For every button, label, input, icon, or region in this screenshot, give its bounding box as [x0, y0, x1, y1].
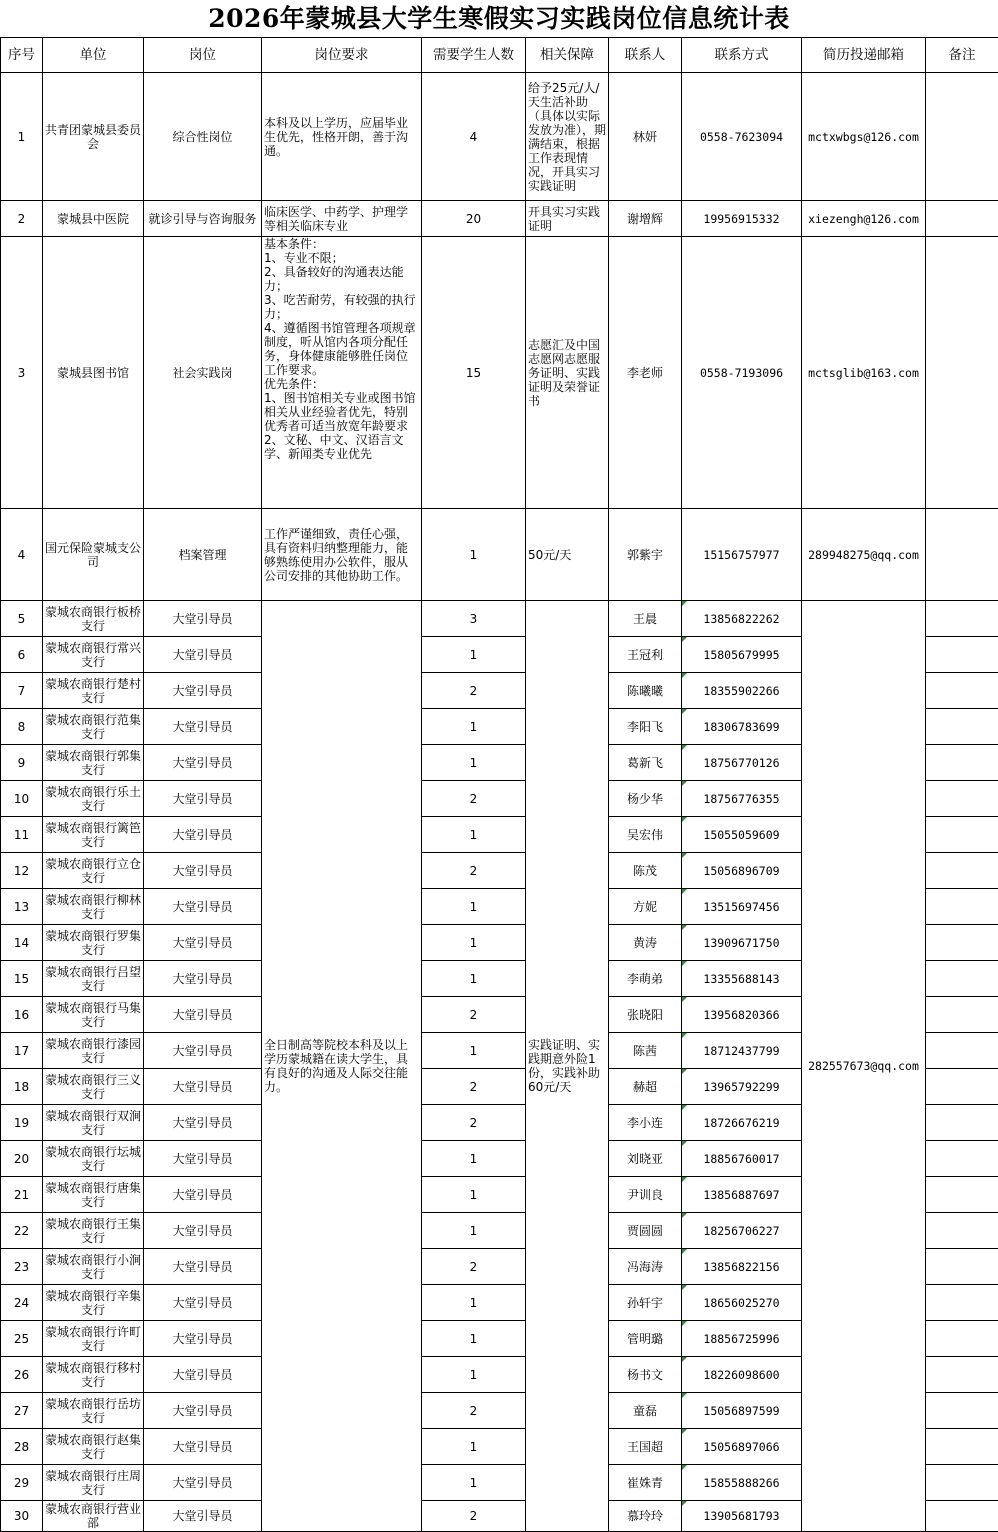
row-unit: 蒙城农商银行双涧支行 — [43, 1105, 144, 1141]
table-row — [1, 509, 998, 601]
row-post: 大堂引导员 — [144, 925, 262, 961]
row-phone: 18256706227 — [682, 1213, 802, 1249]
row-unit: 蒙城农商银行王集支行 — [43, 1213, 144, 1249]
row-note — [926, 889, 998, 925]
row-no: 16 — [1, 997, 43, 1033]
row-note — [926, 1069, 998, 1105]
row-phone: 15056896709 — [682, 853, 802, 889]
row-unit: 蒙城农商银行漆园支行 — [43, 1033, 144, 1069]
row-unit: 蒙城农商银行柳林支行 — [43, 889, 144, 925]
row-note — [926, 73, 998, 201]
row-post: 大堂引导员 — [144, 1177, 262, 1213]
header-requirement: 岗位要求 — [262, 38, 422, 73]
header-note: 备注 — [926, 38, 998, 73]
row-unit: 蒙城农商银行庄周支行 — [43, 1465, 144, 1501]
row-note — [926, 1141, 998, 1177]
row-count: 2 — [422, 673, 526, 709]
row-note — [926, 781, 998, 817]
row-phone: 18756776355 — [682, 781, 802, 817]
row-count: 1 — [422, 1033, 526, 1069]
row-email: 289948275@qq.com — [802, 509, 926, 601]
row-unit: 蒙城农商银行吕望支行 — [43, 961, 144, 997]
row-post: 大堂引导员 — [144, 781, 262, 817]
row-phone: 18355902266 — [682, 673, 802, 709]
row-post: 大堂引导员 — [144, 1393, 262, 1429]
row-count: 20 — [422, 201, 526, 237]
row-count: 1 — [422, 1429, 526, 1465]
row-guarantee: 50元/天 — [526, 509, 609, 601]
row-phone: 13905681793 — [682, 1501, 802, 1532]
row-post: 大堂引导员 — [144, 1033, 262, 1069]
row-note — [926, 1105, 998, 1141]
row-post: 大堂引导员 — [144, 1321, 262, 1357]
row-phone: 15156757977 — [682, 509, 802, 601]
row-count: 1 — [422, 745, 526, 781]
row-post: 大堂引导员 — [144, 961, 262, 997]
row-unit: 蒙城农商银行小涧支行 — [43, 1249, 144, 1285]
row-post: 大堂引导员 — [144, 1357, 262, 1393]
row-phone: 19956915332 — [682, 201, 802, 237]
row-unit: 蒙城农商银行赵集支行 — [43, 1429, 144, 1465]
header-row — [1, 38, 998, 73]
row-post: 大堂引导员 — [144, 1429, 262, 1465]
row-count: 1 — [422, 889, 526, 925]
row-count: 2 — [422, 1501, 526, 1532]
row-phone: 18656025270 — [682, 1285, 802, 1321]
row-note — [926, 925, 998, 961]
position-table — [0, 37, 998, 1532]
row-phone: 18726676219 — [682, 1105, 802, 1141]
row-contact: 贾圆圆 — [609, 1213, 682, 1249]
row-no: 29 — [1, 1465, 43, 1501]
row-contact: 陈曦曦 — [609, 673, 682, 709]
table-row — [1, 201, 998, 237]
row-contact: 管明璐 — [609, 1321, 682, 1357]
row-post: 大堂引导员 — [144, 1213, 262, 1249]
row-note — [926, 1357, 998, 1393]
row-note — [926, 673, 998, 709]
row-requirement: 工作严谨细致，责任心强，具有资料归纳整理能力，能够熟练使用办公软件，服从公司安排的其他协助工作。 — [262, 509, 422, 601]
row-count: 1 — [422, 509, 526, 601]
row-contact: 吴宏伟 — [609, 817, 682, 853]
row-post: 大堂引导员 — [144, 745, 262, 781]
row-no: 15 — [1, 961, 43, 997]
row-post: 综合性岗位 — [144, 73, 262, 201]
row-unit: 蒙城农商银行楚村支行 — [43, 673, 144, 709]
header-phone: 联系方式 — [682, 38, 802, 73]
row-count: 1 — [422, 817, 526, 853]
row-note — [926, 601, 998, 637]
row-count: 1 — [422, 637, 526, 673]
row-phone: 15055059609 — [682, 817, 802, 853]
row-no: 1 — [1, 73, 43, 201]
row-unit: 蒙城农商银行营业部 — [43, 1501, 144, 1532]
row-note — [926, 961, 998, 997]
row-post: 大堂引导员 — [144, 1141, 262, 1177]
row-unit: 蒙城农商银行岳坊支行 — [43, 1393, 144, 1429]
row-post: 大堂引导员 — [144, 1069, 262, 1105]
row-contact: 赫超 — [609, 1069, 682, 1105]
row-no: 5 — [1, 601, 43, 637]
row-no: 11 — [1, 817, 43, 853]
row-contact: 方妮 — [609, 889, 682, 925]
row-note — [926, 709, 998, 745]
row-note — [926, 1393, 998, 1429]
row-contact: 王国超 — [609, 1429, 682, 1465]
row-no: 24 — [1, 1285, 43, 1321]
row-contact: 张晓阳 — [609, 997, 682, 1033]
row-count: 1 — [422, 1177, 526, 1213]
table-row — [1, 73, 998, 201]
row-unit: 蒙城农商银行板桥支行 — [43, 601, 144, 637]
row-phone: 13965792299 — [682, 1069, 802, 1105]
row-note — [926, 1177, 998, 1213]
row-count: 1 — [422, 961, 526, 997]
row-contact: 杨书文 — [609, 1357, 682, 1393]
row-contact: 杨少华 — [609, 781, 682, 817]
row-count: 2 — [422, 1105, 526, 1141]
row-email: xiezengh@126.com — [802, 201, 926, 237]
row-post: 大堂引导员 — [144, 997, 262, 1033]
row-email: mctsglib@163.com — [802, 237, 926, 509]
row-contact: 李阳飞 — [609, 709, 682, 745]
row-count: 1 — [422, 1321, 526, 1357]
row-phone: 18856725996 — [682, 1321, 802, 1357]
row-contact: 孙轩宇 — [609, 1285, 682, 1321]
row-count: 2 — [422, 1069, 526, 1105]
row-phone: 18226098600 — [682, 1357, 802, 1393]
row-count: 2 — [422, 1249, 526, 1285]
row-post: 大堂引导员 — [144, 817, 262, 853]
row-contact: 李小连 — [609, 1105, 682, 1141]
row-phone: 13956820366 — [682, 997, 802, 1033]
row-note — [926, 637, 998, 673]
row-no: 7 — [1, 673, 43, 709]
row-requirement: 基本条件： 1、专业不限； 2、具备较好的沟通表达能力； 3、吃苦耐劳，有较强的执行力； 4、遵循图书馆管理各项规章制度，听从馆内各项分配任务，身体健康能够胜任岗位工作要求。 优先条件： 1、图书馆相关专业或图书馆相关从业经验者优先，特别优秀者可适当放宽年龄要求 2、文秘、中文、汉语言文学、新闻类专业优先 — [262, 237, 422, 509]
row-requirement: 本科及以上学历，应届毕业生优先，性格开朗，善于沟通。 — [262, 73, 422, 201]
row-no: 17 — [1, 1033, 43, 1069]
row-no: 14 — [1, 925, 43, 961]
row-contact: 冯海涛 — [609, 1249, 682, 1285]
row-contact: 林妍 — [609, 73, 682, 201]
row-count: 3 — [422, 601, 526, 637]
row-count: 15 — [422, 237, 526, 509]
row-note — [926, 237, 998, 509]
row-guarantee: 开具实习实践证明 — [526, 201, 609, 237]
row-count: 1 — [422, 925, 526, 961]
row-note — [926, 1033, 998, 1069]
row-email: mctxwbgs@126.com — [802, 73, 926, 201]
row-count: 4 — [422, 73, 526, 201]
row-no: 4 — [1, 509, 43, 601]
row-guarantee: 实践证明、实践期意外险1份，实践补助60元/天 — [526, 601, 609, 1532]
row-no: 6 — [1, 637, 43, 673]
row-phone: 13856822262 — [682, 601, 802, 637]
row-post: 大堂引导员 — [144, 709, 262, 745]
row-phone: 15805679995 — [682, 637, 802, 673]
row-unit: 蒙城农商银行辛集支行 — [43, 1285, 144, 1321]
row-no: 30 — [1, 1501, 43, 1532]
header-guarantee: 相关保障 — [526, 38, 609, 73]
row-note — [926, 817, 998, 853]
row-no: 22 — [1, 1213, 43, 1249]
row-post: 大堂引导员 — [144, 889, 262, 925]
row-unit: 蒙城县中医院 — [43, 201, 144, 237]
row-post: 大堂引导员 — [144, 853, 262, 889]
row-no: 20 — [1, 1141, 43, 1177]
row-phone: 18856760017 — [682, 1141, 802, 1177]
row-unit: 蒙城农商银行许町支行 — [43, 1321, 144, 1357]
row-no: 21 — [1, 1177, 43, 1213]
row-post: 社会实践岗 — [144, 237, 262, 509]
row-phone: 13856887697 — [682, 1177, 802, 1213]
row-contact: 童磊 — [609, 1393, 682, 1429]
row-no: 19 — [1, 1105, 43, 1141]
row-no: 27 — [1, 1393, 43, 1429]
row-phone: 18712437799 — [682, 1033, 802, 1069]
row-no: 10 — [1, 781, 43, 817]
row-phone: 13856822156 — [682, 1249, 802, 1285]
row-unit: 蒙城农商银行乐土支行 — [43, 781, 144, 817]
row-phone: 13355688143 — [682, 961, 802, 997]
row-post: 大堂引导员 — [144, 1285, 262, 1321]
row-unit: 蒙城农商银行移村支行 — [43, 1357, 144, 1393]
row-no: 25 — [1, 1321, 43, 1357]
header-unit: 单位 — [43, 38, 144, 73]
row-no: 12 — [1, 853, 43, 889]
row-contact: 王冠利 — [609, 637, 682, 673]
row-note — [926, 1501, 998, 1532]
row-unit: 蒙城农商银行立仓支行 — [43, 853, 144, 889]
row-contact: 刘晓亚 — [609, 1141, 682, 1177]
row-unit: 蒙城农商银行常兴支行 — [43, 637, 144, 673]
row-post: 大堂引导员 — [144, 1465, 262, 1501]
row-count: 1 — [422, 1465, 526, 1501]
row-post: 就诊引导与咨询服务 — [144, 201, 262, 237]
row-email: 282557673@qq.com — [802, 601, 926, 1532]
row-unit: 蒙城农商银行范集支行 — [43, 709, 144, 745]
row-note — [926, 1285, 998, 1321]
row-post: 大堂引导员 — [144, 637, 262, 673]
row-phone: 13909671750 — [682, 925, 802, 961]
row-contact: 陈茜 — [609, 1033, 682, 1069]
row-unit: 共青团蒙城县委员会 — [43, 73, 144, 201]
row-no: 9 — [1, 745, 43, 781]
row-phone: 0558-7623094 — [682, 73, 802, 201]
row-unit: 蒙城农商银行罗集支行 — [43, 925, 144, 961]
row-note — [926, 853, 998, 889]
header-no: 序号 — [1, 38, 43, 73]
row-contact: 郭紫宇 — [609, 509, 682, 601]
row-unit: 蒙城农商银行坛城支行 — [43, 1141, 144, 1177]
page-title: 2026年蒙城县大学生寒假实习实践岗位信息统计表 — [0, 0, 998, 37]
row-contact: 陈茂 — [609, 853, 682, 889]
row-post: 大堂引导员 — [144, 673, 262, 709]
row-requirement: 临床医学、中药学、护理学等相关临床专业 — [262, 201, 422, 237]
row-note — [926, 1249, 998, 1285]
row-unit: 蒙城农商银行篱笆支行 — [43, 817, 144, 853]
row-contact: 王晨 — [609, 601, 682, 637]
row-phone: 0558-7193096 — [682, 237, 802, 509]
header-count: 需要学生人数 — [422, 38, 526, 73]
row-note — [926, 1321, 998, 1357]
row-unit: 国元保险蒙城支公司 — [43, 509, 144, 601]
row-no: 8 — [1, 709, 43, 745]
row-no: 28 — [1, 1429, 43, 1465]
row-requirement: 全日制高等院校本科及以上学历蒙城籍在读大学生，具有良好的沟通及人际交往能力。 — [262, 601, 422, 1532]
row-no: 3 — [1, 237, 43, 509]
row-post: 大堂引导员 — [144, 601, 262, 637]
row-count: 1 — [422, 1285, 526, 1321]
row-post: 大堂引导员 — [144, 1501, 262, 1532]
row-unit: 蒙城农商银行唐集支行 — [43, 1177, 144, 1213]
header-post: 岗位 — [144, 38, 262, 73]
row-count: 2 — [422, 997, 526, 1033]
row-note — [926, 745, 998, 781]
row-phone: 15056897066 — [682, 1429, 802, 1465]
row-contact: 李老师 — [609, 237, 682, 509]
row-count: 2 — [422, 853, 526, 889]
row-unit: 蒙城县图书馆 — [43, 237, 144, 509]
row-contact: 尹训良 — [609, 1177, 682, 1213]
header-email: 简历投递邮箱 — [802, 38, 926, 73]
row-phone: 18306783699 — [682, 709, 802, 745]
row-unit: 蒙城农商银行郭集支行 — [43, 745, 144, 781]
row-phone: 15855888266 — [682, 1465, 802, 1501]
row-post: 档案管理 — [144, 509, 262, 601]
row-no: 26 — [1, 1357, 43, 1393]
row-count: 1 — [422, 709, 526, 745]
row-count: 2 — [422, 781, 526, 817]
row-guarantee: 志愿汇及中国志愿网志愿服务证明、实践证明及荣誉证书 — [526, 237, 609, 509]
row-phone: 13515697456 — [682, 889, 802, 925]
row-count: 1 — [422, 1141, 526, 1177]
table-row — [1, 601, 998, 637]
row-contact: 黄涛 — [609, 925, 682, 961]
row-note — [926, 1213, 998, 1249]
row-guarantee: 给予25元/人/天生活补助（具体以实际发放为准），期满结束，根据工作表现情况，开具实习实践证明 — [526, 73, 609, 201]
row-contact: 慕玲玲 — [609, 1501, 682, 1532]
header-contact: 联系人 — [609, 38, 682, 73]
row-note — [926, 509, 998, 601]
row-note — [926, 1429, 998, 1465]
row-count: 1 — [422, 1357, 526, 1393]
row-contact: 葛新飞 — [609, 745, 682, 781]
row-post: 大堂引导员 — [144, 1249, 262, 1285]
row-contact: 崔姝青 — [609, 1465, 682, 1501]
row-contact: 谢增辉 — [609, 201, 682, 237]
row-no: 23 — [1, 1249, 43, 1285]
row-note — [926, 1465, 998, 1501]
row-no: 2 — [1, 201, 43, 237]
row-no: 18 — [1, 1069, 43, 1105]
row-phone: 15056897599 — [682, 1393, 802, 1429]
row-note — [926, 997, 998, 1033]
row-post: 大堂引导员 — [144, 1105, 262, 1141]
row-phone: 18756770126 — [682, 745, 802, 781]
row-note — [926, 201, 998, 237]
row-unit: 蒙城农商银行三义支行 — [43, 1069, 144, 1105]
row-unit: 蒙城农商银行马集支行 — [43, 997, 144, 1033]
row-no: 13 — [1, 889, 43, 925]
row-count: 1 — [422, 1213, 526, 1249]
row-count: 2 — [422, 1393, 526, 1429]
row-contact: 李萌弟 — [609, 961, 682, 997]
table-row — [1, 237, 998, 509]
